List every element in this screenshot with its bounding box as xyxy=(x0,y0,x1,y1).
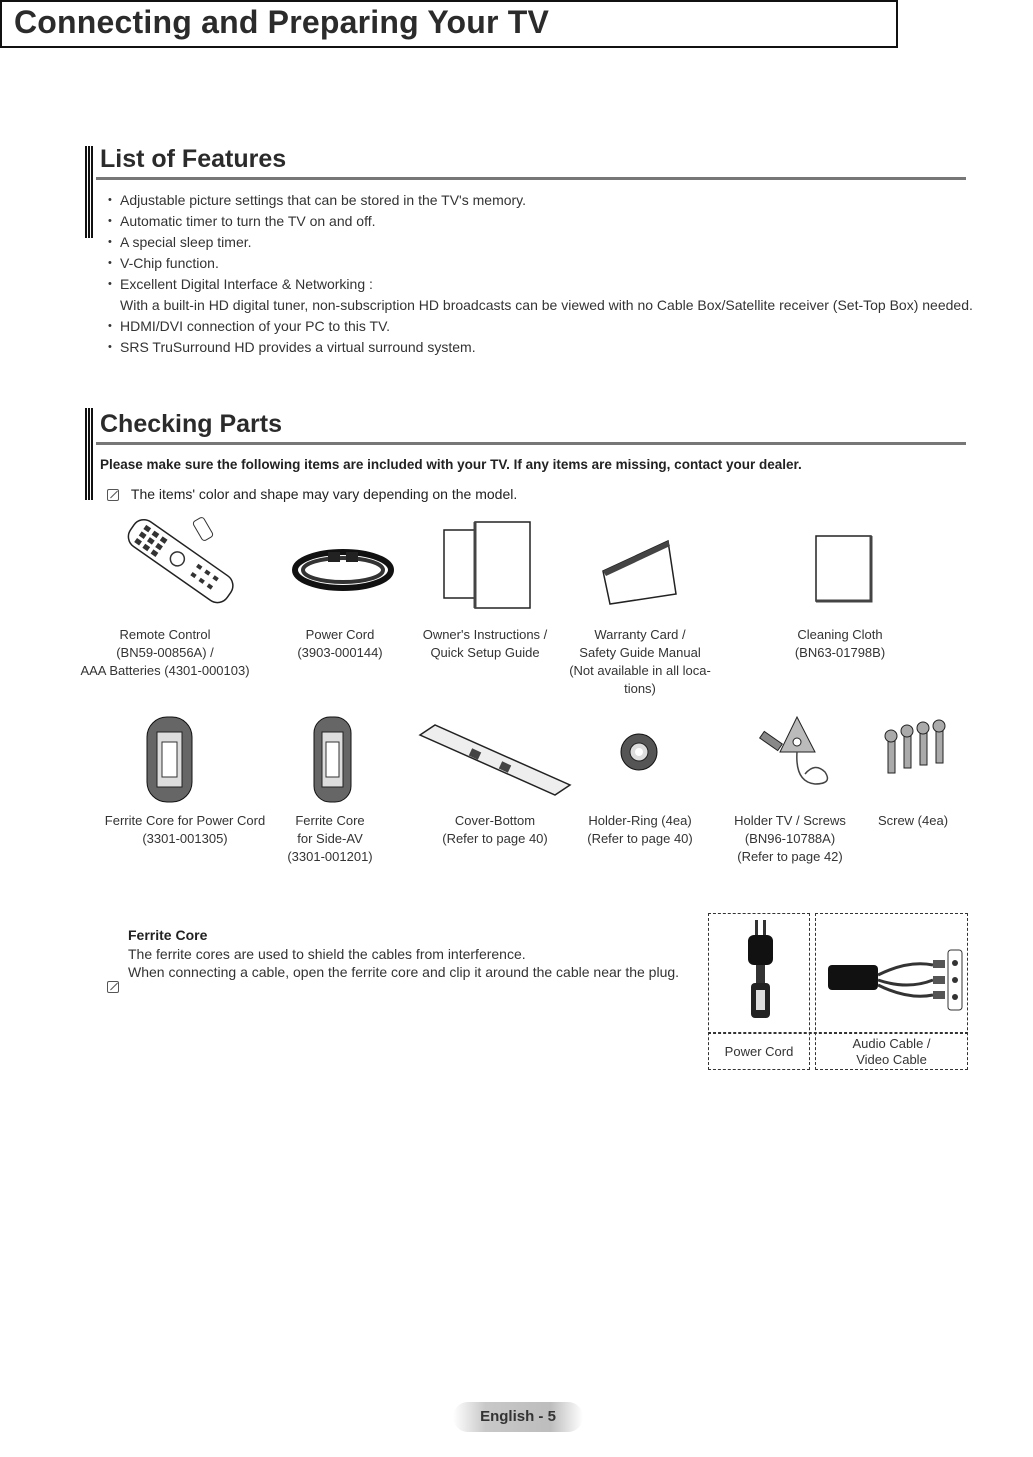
ferrite-core-icon xyxy=(142,712,197,807)
parts-intro: Please make sure the following items are included with your TV. If any items are missing, contact your dealer. xyxy=(100,457,802,472)
ferrite-core-icon xyxy=(310,712,355,807)
part-caption: Power Cord (3903-000144) xyxy=(297,627,383,660)
part-caption: Cleaning Cloth (BN63-01798B) xyxy=(794,627,886,660)
features-heading: List of Features xyxy=(100,145,287,173)
holder-tv-icon xyxy=(755,712,840,797)
note-icon xyxy=(107,981,119,993)
section-marker xyxy=(85,408,93,500)
ferrite-note-title: Ferrite Core xyxy=(128,927,208,943)
cover-bottom-icon xyxy=(415,715,575,800)
label-divider xyxy=(708,1032,968,1034)
power-cord-icon xyxy=(288,540,398,600)
feature-item: • Automatic timer to turn the TV on and off. xyxy=(108,211,988,232)
part-caption: Warranty Card / Safety Guide Manual (Not available in all loca- tions) xyxy=(569,627,711,696)
part-caption: Ferrite Core for Power Cord (3301-001305) xyxy=(104,813,266,846)
feature-item: • A special sleep timer. xyxy=(108,232,988,253)
features-rule xyxy=(96,177,966,180)
remote-control-icon xyxy=(112,510,247,610)
page-number-label: English - 5 xyxy=(480,1408,556,1425)
av-cable-icon xyxy=(818,945,966,1015)
page-number xyxy=(453,1402,583,1432)
holder-ring-icon xyxy=(617,730,662,775)
part-caption: Cover-Bottom (Refer to page 40) xyxy=(442,813,548,846)
av-cable-label: Audio Cable / Video Cable xyxy=(852,1036,931,1067)
part-caption: Ferrite Core for Side-AV (3301-001201) xyxy=(287,813,373,864)
page-title-box xyxy=(0,0,898,48)
section-marker xyxy=(85,146,93,238)
power-cord-label: Power Cord xyxy=(724,1044,794,1059)
feature-item-detail: With a built-in HD digital tuner, non-subscription HD broadcasts can be viewed with no Cable Box/Satellite receiver (Set-Top Box) needed. xyxy=(120,297,973,313)
warranty-card-icon xyxy=(598,536,683,606)
feature-item: • Excellent Digital Interface & Networking : With a built-in HD digital tuner, non-subscription HD broadcasts can be viewed with no Cable Box/Satellite receiver (Set-Top Box) needed. xyxy=(108,274,988,316)
power-plug-icon xyxy=(738,918,783,1026)
parts-heading: Checking Parts xyxy=(100,410,283,438)
feature-item: • SRS TruSurround HD provides a virtual surround system. xyxy=(108,337,988,358)
parts-note: The items' color and shape may vary depending on the model. xyxy=(107,486,517,502)
manual-icon xyxy=(442,520,537,612)
parts-rule xyxy=(96,442,966,445)
part-caption: Remote Control (BN59-00856A) / AAA Batteries (4301-000103) xyxy=(80,627,250,678)
feature-item: • Adjustable picture settings that can be stored in the TV's memory. xyxy=(108,190,988,211)
part-caption: Screw (4ea) xyxy=(877,813,949,828)
feature-item: • HDMI/DVI connection of your PC to this TV. xyxy=(108,316,988,337)
features-list xyxy=(108,190,988,358)
ferrite-note-text: The ferrite cores are used to shield the cables from interference. When connecting a cable, open the ferrite core and clip it around the cable near the plug. xyxy=(128,946,680,980)
part-caption: Holder TV / Screws (BN96-10788A) (Refer to page 42) xyxy=(734,813,846,864)
part-caption: Owner's Instructions / Quick Setup Guide xyxy=(422,627,548,660)
feature-item: • V-Chip function. xyxy=(108,253,988,274)
cleaning-cloth-icon xyxy=(812,532,877,607)
note-icon xyxy=(107,489,119,501)
page-title: Connecting and Preparing Your TV xyxy=(14,4,550,40)
screw-icon xyxy=(880,718,950,788)
part-caption: Holder-Ring (4ea) (Refer to page 40) xyxy=(587,813,693,846)
